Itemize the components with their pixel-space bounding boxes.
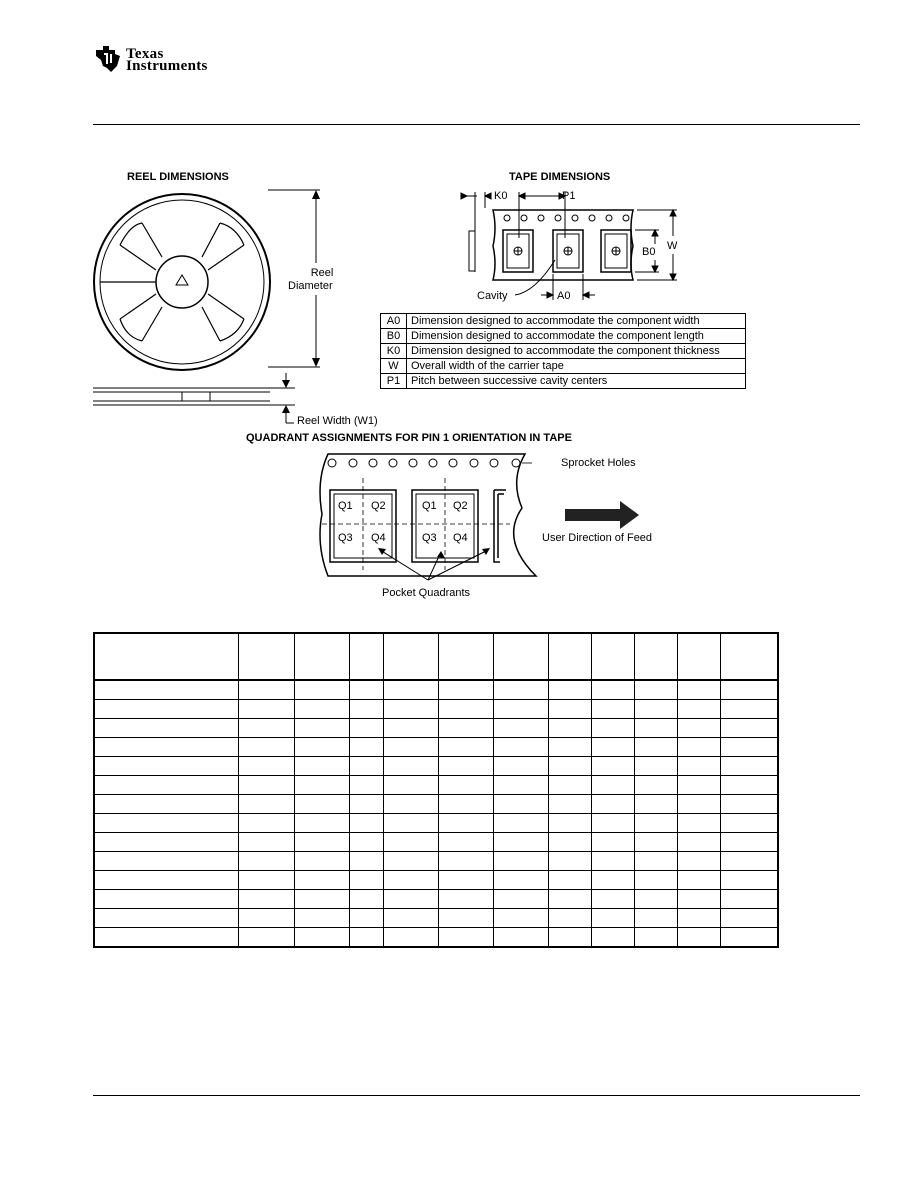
tape-definitions-table [380, 313, 746, 389]
definition-text: Dimension designed to accommodate the component thickness [407, 344, 746, 359]
table-row [94, 757, 778, 776]
table-row [94, 814, 778, 833]
table-row [94, 738, 778, 757]
definition-code: A0 [381, 314, 407, 329]
ti-logo [93, 42, 228, 78]
ti-emblem-icon [93, 44, 123, 74]
quadrant-drawing [300, 450, 550, 585]
ti-wordmark [126, 48, 208, 72]
definition-row [381, 329, 746, 344]
feed-direction-label: User Direction of Feed [542, 532, 653, 544]
table-row [94, 795, 778, 814]
quadrant-q1-label-2: Q1 [422, 500, 437, 512]
quadrant-q1-label-1: Q1 [338, 500, 353, 512]
table-row [94, 928, 778, 948]
table-row [94, 776, 778, 795]
quadrant-q2-label-2: Q2 [453, 500, 468, 512]
definition-row [381, 359, 746, 374]
quadrant-q4-label-2: Q4 [453, 532, 468, 544]
quadrant-q2-label-1: Q2 [371, 500, 386, 512]
definition-text: Dimension designed to accommodate the component width [407, 314, 746, 329]
definition-code: B0 [381, 329, 407, 344]
feed-arrow-icon [565, 501, 640, 531]
reel-width-label: Reel Width (W1) [297, 415, 378, 427]
tape-cavity-label: Cavity [477, 290, 508, 302]
reel-diameter-label-1: Reel [310, 267, 334, 279]
tape-b0-label: B0 [642, 246, 656, 258]
definition-code: W [381, 359, 407, 374]
table-row [94, 680, 778, 700]
definition-row [381, 314, 746, 329]
tape-p1-label: P1 [562, 190, 576, 202]
table-row [94, 833, 778, 852]
reel-drawing [90, 185, 380, 430]
table-row [94, 719, 778, 738]
tape-a0-label: A0 [557, 290, 571, 302]
quadrant-title: QUADRANT ASSIGNMENTS FOR PIN 1 ORIENTATION IN TAPE [246, 432, 572, 444]
definition-text: Pitch between successive cavity centers [407, 374, 746, 389]
tape-k0-label: K0 [494, 190, 508, 202]
header-rule [93, 124, 860, 125]
quadrant-q3-label-1: Q3 [338, 532, 353, 544]
logo-line2: Instruments [126, 58, 208, 74]
quadrant-q3-label-2: Q3 [422, 532, 437, 544]
definition-code: K0 [381, 344, 407, 359]
reel-diameter-label-2: Diameter [288, 280, 333, 292]
table-row [94, 871, 778, 890]
definition-row [381, 374, 746, 389]
reel-title: REEL DIMENSIONS [127, 171, 229, 183]
definition-text: Dimension designed to accommodate the component length [407, 329, 746, 344]
table-row [94, 700, 778, 719]
tape-reel-info-table [93, 632, 779, 948]
definition-text: Overall width of the carrier tape [407, 359, 746, 374]
table-row [94, 852, 778, 871]
definition-row [381, 344, 746, 359]
logo-line1: Texas [126, 46, 164, 62]
pocket-quadrants-label: Pocket Quadrants [382, 587, 471, 599]
tape-w-label: W [667, 240, 678, 252]
table-header-row [94, 633, 778, 680]
definition-code: P1 [381, 374, 407, 389]
table-row [94, 909, 778, 928]
footer-rule [93, 1095, 860, 1096]
quadrant-q4-label-1: Q4 [371, 532, 386, 544]
table-row [94, 890, 778, 909]
sprocket-holes-label: Sprocket Holes [561, 457, 636, 469]
tape-title: TAPE DIMENSIONS [509, 171, 611, 183]
